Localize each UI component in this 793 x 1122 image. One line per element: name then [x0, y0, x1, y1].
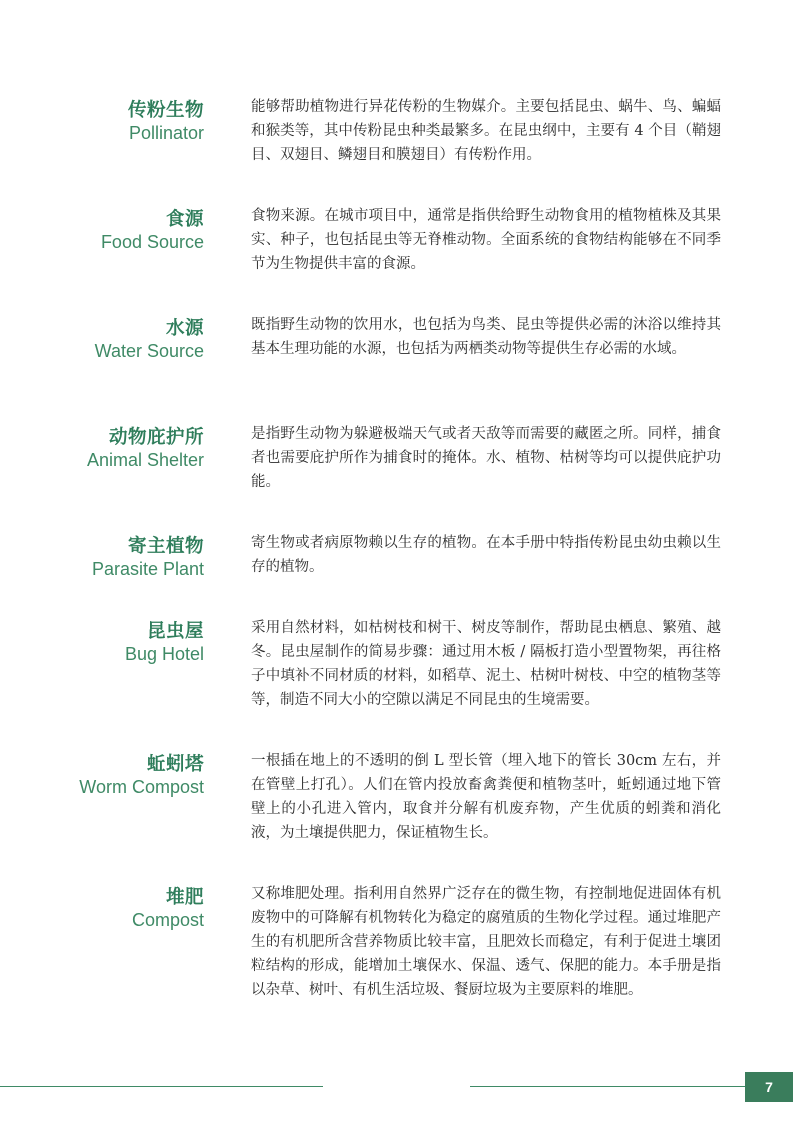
term-label: [95, 318, 204, 362]
term-english: Animal Shelter: [86, 450, 204, 470]
term-english: Worm Compost: [79, 777, 204, 797]
term-description: 寄生物或者病原物赖以生存的植物。在本手册中特指传粉昆虫幼虫赖以生存的植物。: [251, 535, 721, 575]
term-chinese: 传粉生物: [127, 100, 204, 121]
term-english: Pollinator: [128, 123, 204, 143]
term-label: [79, 754, 204, 798]
term-english: Food Source: [100, 232, 204, 252]
term-english: Water Source: [94, 341, 204, 361]
term-english: Parasite Plant: [91, 559, 204, 579]
term-label: [128, 100, 204, 144]
footer-rule-left: [0, 1086, 323, 1087]
term-chinese: 动物庇护所: [108, 427, 204, 448]
term-description: 食物来源。在城市项目中，通常是指供给野生动物食用的植物植株及其果实、种子，也包括昆虫等无脊椎动物。全面系统的食物结构能够在不同季节为生物提供丰富的食源。: [251, 208, 721, 272]
term-english: Compost: [131, 910, 204, 930]
term-label: [125, 621, 204, 665]
term-description: 既指野生动物的饮用水，也包括为鸟类、昆虫等提供必需的沐浴以维持其基本生理功能的水源，也包括为两栖类动物等提供生存必需的水域。: [251, 317, 721, 357]
page-number: 7: [745, 1072, 793, 1102]
term-description: 一根插在地上的不透明的倒 L 型长管（埋入地下的管长 30cm 左右，并在管壁上打孔）。人们在管内投放畜禽粪便和植物茎叶，蚯蚓通过地下管壁上的小孔进入管内，取食并分解有机废弃物，产生优质的蚓粪和消化液，为土壤提供肥力，保证植物生长。: [251, 753, 721, 841]
term-chinese: 蚯蚓塔: [146, 754, 204, 775]
term-label: [87, 427, 204, 471]
term-english: Bug Hotel: [124, 644, 204, 664]
term-label: [132, 887, 204, 931]
term-description: 采用自然材料，如枯树枝和树干、树皮等制作，帮助昆虫栖息、繁殖、越冬。昆虫屋制作的简易步骤：通过用木板 / 隔板打造小型置物架，再往格子中填补不同材质的材料，如稻草、泥土、枯树叶树枝、中空的植物茎等等，制造不同大小的空隙以满足不同昆虫的生境需要。: [251, 620, 721, 708]
term-chinese: 食源: [165, 209, 204, 230]
term-label: [92, 536, 204, 580]
term-description: 能够帮助植物进行异花传粉的生物媒介。主要包括昆虫、蜗牛、鸟、蝙蝠和猴类等，其中传粉昆虫种类最繁多。在昆虫纲中，主要有 4 个目（鞘翅目、双翅目、鳞翅目和膜翅目）有传粉作用。: [251, 99, 721, 163]
footer-rule-right: [470, 1086, 745, 1087]
term-chinese: 堆肥: [165, 887, 204, 908]
term-chinese: 寄主植物: [127, 536, 204, 557]
term-chinese: 水源: [165, 318, 204, 339]
term-chinese: 昆虫屋: [146, 621, 204, 642]
term-description: 是指野生动物为躲避极端天气或者天敌等而需要的藏匿之所。同样，捕食者也需要庇护所作为捕食时的掩体。水、植物、枯树等均可以提供庇护功能。: [251, 426, 721, 490]
term-description: 又称堆肥处理。指利用自然界广泛存在的微生物，有控制地促进固体有机废物中的可降解有机物转化为稳定的腐殖质的生物化学过程。通过堆肥产生的有机肥所含营养物质比较丰富，且肥效长而稳定，有利于促进土壤团粒结构的形成，能增加土壤保水、保温、透气、保肥的能力。本手册是指以杂草、树叶、有机生活垃圾、餐厨垃圾为主要原料的堆肥。: [251, 886, 721, 998]
term-label: [101, 209, 204, 253]
